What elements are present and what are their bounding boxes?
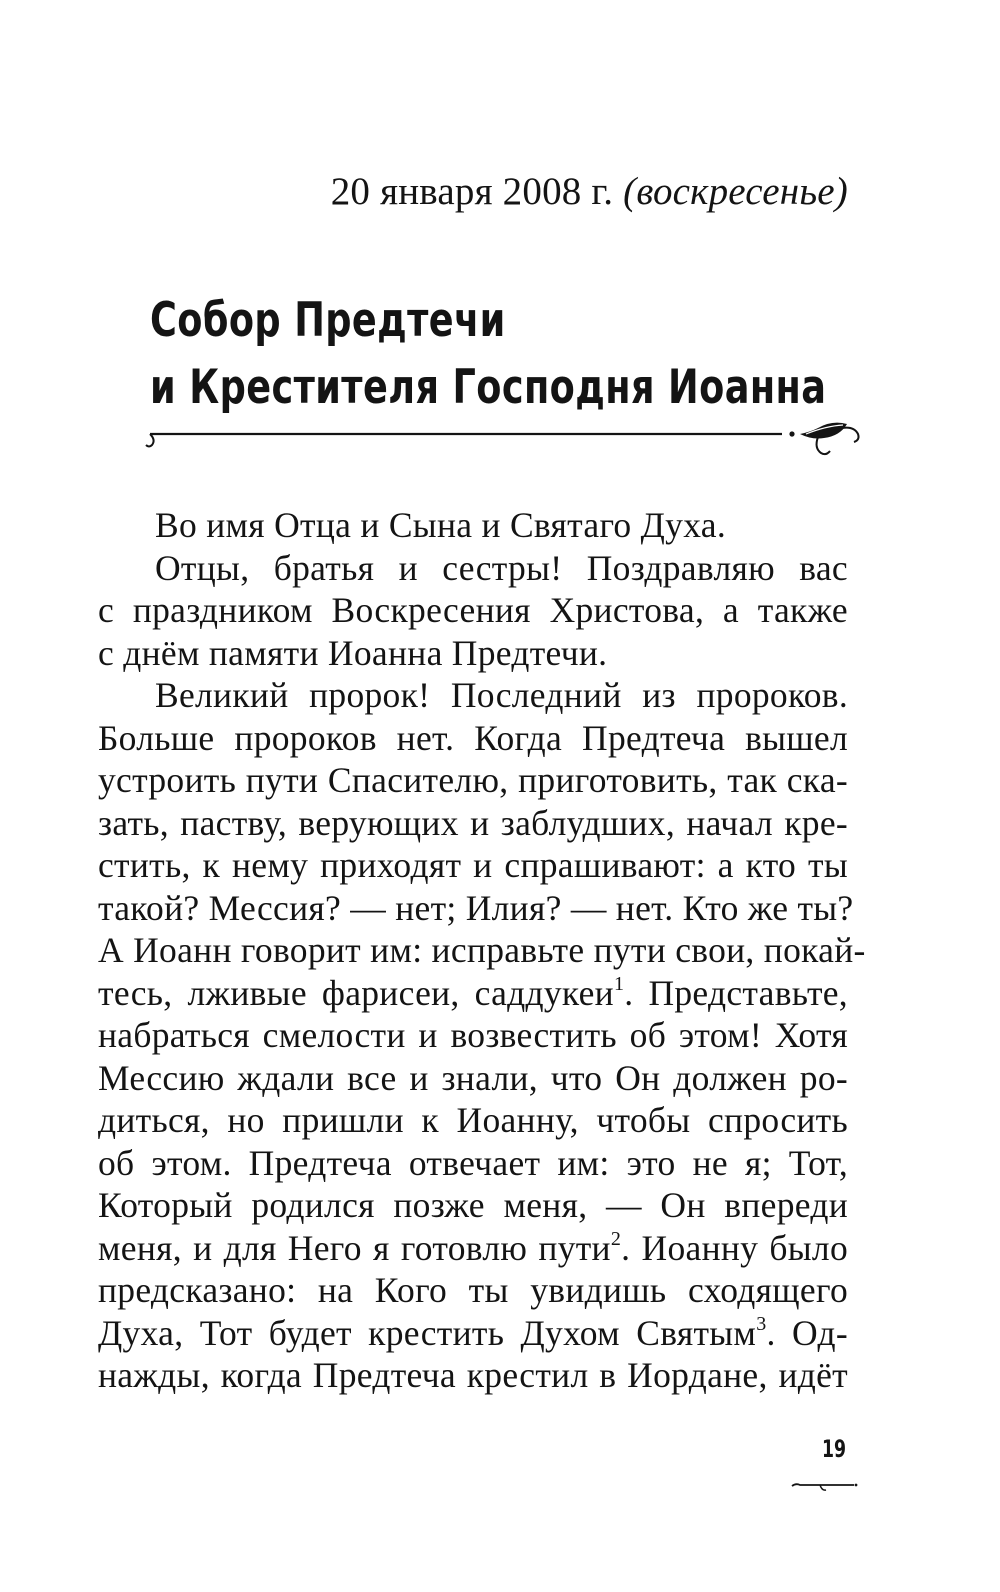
title-line-2: и Крестителя Господня Иоанна xyxy=(150,360,827,415)
text-line: такой? Мессия? — нет; Илия? — нет. Кто же ты? xyxy=(98,887,854,928)
text-line: Во имя Отца и Сына и Святаго Духа. xyxy=(155,505,727,545)
page-number: 19 xyxy=(822,1435,847,1463)
text-line-with-footnote xyxy=(98,1312,848,1355)
leaf-flourish-icon xyxy=(142,420,868,466)
text-line: диться, но пришли к Иоанну, чтобы спросить xyxy=(98,1100,848,1140)
text-line: зать, паству, верующих и заблудших, начал кре- xyxy=(98,802,848,843)
text-fragment: меня, и для Него я готовлю пути xyxy=(98,1227,611,1268)
body-text xyxy=(98,504,866,1397)
text-line: набраться смелости и возвестить об этом! Хотя xyxy=(98,1015,848,1055)
title-line-1: Собор Предтечи xyxy=(150,293,506,348)
footnote-ref: 2 xyxy=(610,1227,622,1250)
date-text: 20 января 2008 г. xyxy=(330,170,614,213)
text-line: нажды, когда Предтеча крестил в Иордане, идёт xyxy=(98,1355,848,1395)
text-line: Который родился позже меня, — Он впереди xyxy=(98,1185,848,1225)
text-fragment: Духа, Тот будет крестить Духом Святым xyxy=(98,1312,757,1353)
text-fragment: тесь, лживые фарисеи, саддукеи xyxy=(98,972,614,1013)
text-line: об этом. Предтеча отвечает им: это не я; Тот, xyxy=(98,1142,848,1183)
weekday-text: (воскресенье) xyxy=(623,170,848,213)
footer-flourish-icon xyxy=(790,1478,860,1498)
text-fragment: . Од- xyxy=(766,1312,848,1353)
chapter-title xyxy=(150,287,827,421)
footnote-ref: 3 xyxy=(756,1312,767,1335)
text-line: предсказано: на Кого ты увидишь сходящего xyxy=(98,1270,848,1310)
text-line: стить, к нему приходят и спрашивают: а кто ты xyxy=(98,845,848,885)
footnote-ref: 1 xyxy=(613,972,625,995)
text-line: Отцы, братья и сестры! Поздравляю вас xyxy=(155,547,848,588)
text-fragment: . Представьте, xyxy=(624,972,848,1013)
text-line: устроить пути Спасителю, приготовить, так ска- xyxy=(98,760,848,800)
text-line: А Иоанн говорит им: исправьте пути свои, покай- xyxy=(98,930,866,970)
date-heading xyxy=(331,166,848,218)
text-line: с днём памяти Иоанна Предтечи. xyxy=(98,632,608,673)
text-line: с праздником Воскресения Христова, а также xyxy=(98,590,848,630)
text-line: Великий пророк! Последний из пророков. xyxy=(155,675,848,715)
text-fragment: . Иоанну было xyxy=(621,1227,848,1268)
text-line: Мессию ждали все и знали, что Он должен ро- xyxy=(98,1057,848,1098)
text-line-with-footnote xyxy=(98,972,848,1015)
text-line-with-footnote xyxy=(98,1227,848,1270)
text-line: Больше пророков нет. Когда Предтеча вышел xyxy=(98,717,848,758)
